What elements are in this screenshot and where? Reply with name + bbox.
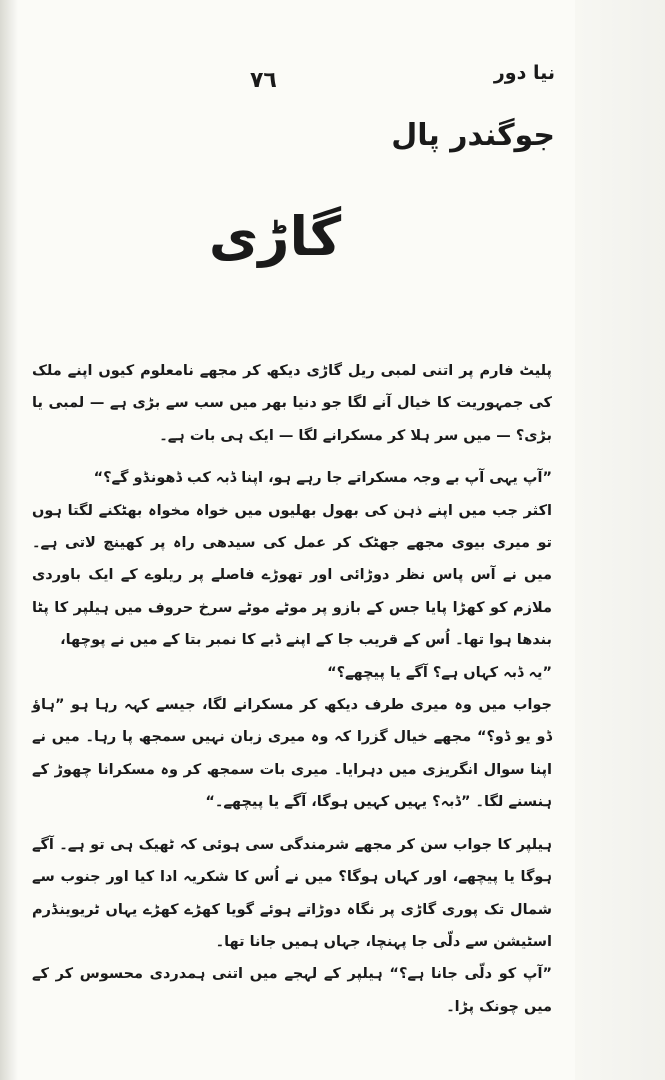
- running-head: نیا دور: [493, 62, 555, 84]
- paragraph: ”یہ ڈبہ کہاں ہے؟ آگے یا پیچھے؟“: [327, 664, 552, 681]
- page-number: ٧٦: [250, 68, 277, 93]
- story-title: گاڑی: [208, 205, 342, 268]
- paragraph: ”آپ کو دلّی جانا ہے؟“ ہیلپر کے لہجے میں اتنی ہمدردی محسوس کر کے میں چونک پڑا۔: [32, 966, 552, 1015]
- paragraph-gap: [32, 819, 552, 829]
- paragraph: ہیلپر کا جواب سن کر مجھے شرمندگی سی ہوئی کہ ٹھیک ہی تو ہے۔ آگے ہوگا یا پیچھے، اور کہاں ہوگا؟ میں نے اُس کا شکریہ ادا کیا اور جنوب سے شمال تک پوری گاڑی پر نگاہ دوڑاتے ہوئے گویا کھڑے کھڑے یہاں ٹریوینڈرم اسٹیشن سے دلّی جا پہنچا، جہاں ہمیں جانا تھا۔: [32, 836, 552, 950]
- paragraph: ”آپ یہی آپ بے وجہ مسکراتے جا رہے ہو، اپنا ڈبہ کب ڈھونڈو گے؟“: [93, 470, 552, 487]
- paragraph: جواب میں وہ میری طرف دیکھ کر مسکرانے لگا، جیسے کہہ رہا ہو ”ہاؤ ڈو یو ڈو؟“ مجھے خیال گزرا کہ وہ میری زبان نہیں سمجھ پا رہا۔ میں نے اپنا سوال انگریزی میں دہرایا۔ میری بات سمجھ کر وہ مسکرانا چھوڑ کے ہنسنے لگا۔ ”ڈبہ؟ یہیں کہیں ہوگا، آگے یا پیچھے۔“: [32, 697, 552, 811]
- paragraph: اکثر جب میں اپنے ذہن کی بھول بھلیوں میں خواہ مخواہ بھٹکنے لگتا ہوں تو میری بیوی مجھے جھٹک کر عمل کی سیدھی راہ پر کھینچ لاتی ہے۔ میں نے آس پاس نظر دوڑائی اور تھوڑے فاصلے پر ریلوے کے ایک باوردی ملازم کو کھڑا پایا جس کے بازو پر موٹے موٹے سرخ حروف میں ہیلپر کا پٹا بندھا ہوا تھا۔ اُس کے قریب جا کے اپنے ڈبے کا نمبر بتا کے میں نے پوچھا،: [32, 502, 552, 649]
- facing-page-bleed: [575, 0, 665, 1080]
- paragraph: پلیٹ فارم پر اتنی لمبی ریل گاڑی دیکھ کر مجھے نامعلوم کیوں اپنے ملک کی جمہوریت کا خیال آنے لگا جو دنیا بھر میں سب سے بڑی ہے — لمبی یا بڑی؟ — میں سر ہلا کر مسکرانے لگا — ایک ہی بات ہے۔: [32, 363, 552, 444]
- story-body: [32, 355, 552, 1023]
- paragraph-gap: [32, 452, 552, 462]
- spine-shadow: [0, 0, 18, 1080]
- author-name: جوگندر پال: [391, 118, 555, 153]
